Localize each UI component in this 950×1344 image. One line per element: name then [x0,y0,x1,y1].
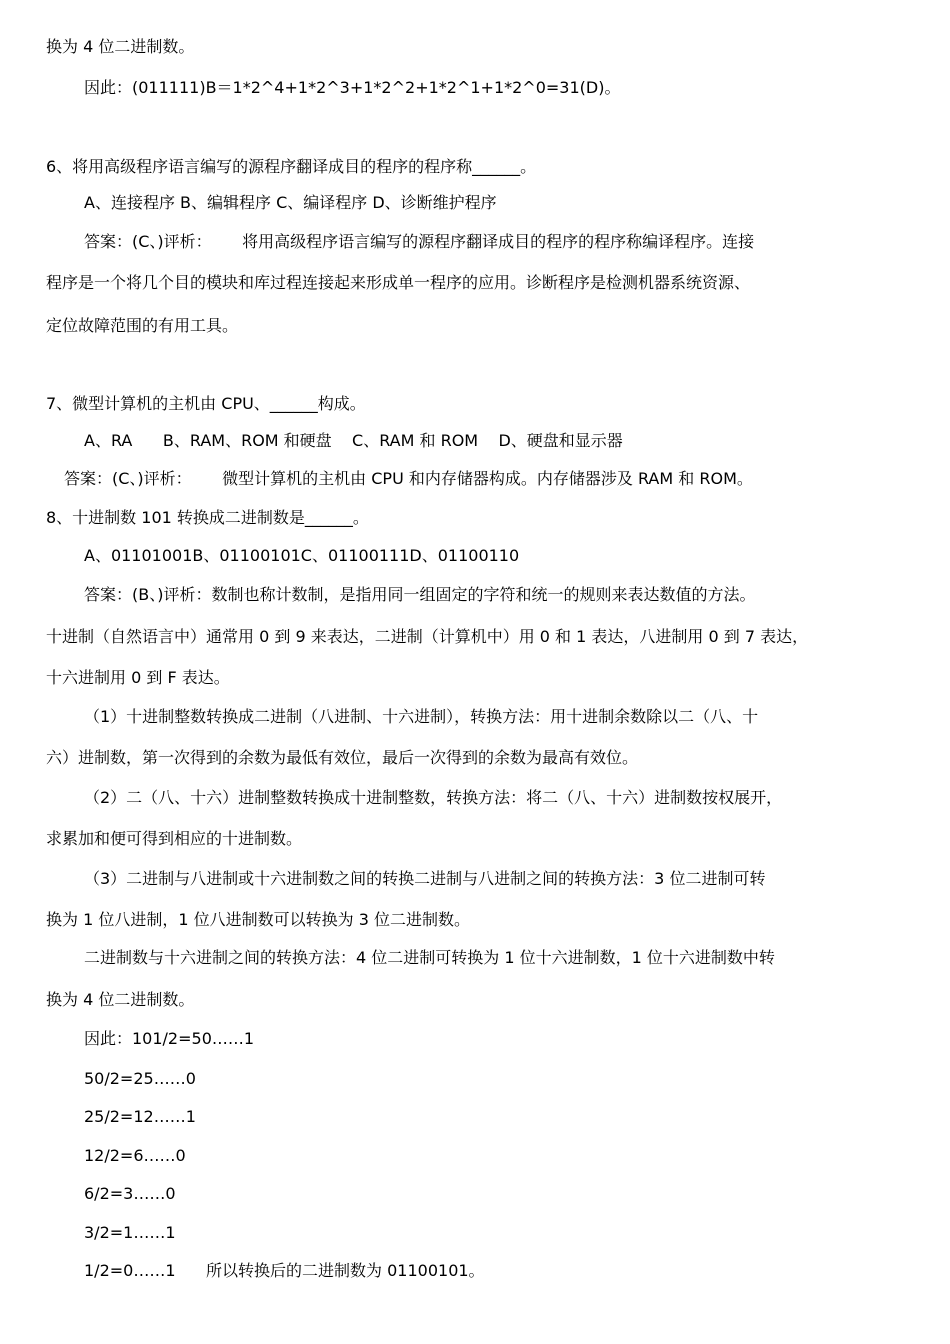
text-line: 求累加和便可得到相应的十进制数。 [46,829,303,848]
text-line: （1）十进制整数转换成二进制（八进制、十六进制），转换方法：用十进制余数除以二（八、十 [84,707,759,726]
question-6: 6、将用高级程序语言编写的源程序翻译成目的程序的程序称______。 [46,157,537,176]
text-line: 换为 1 位八进制，1 位八进制数可以转换为 3 位二进制数。 [46,910,470,929]
calc-line: 因此：101/2=50……1 [84,1029,255,1048]
text-line: 六）进制数，第一次得到的余数为最低有效位，最后一次得到的余数为最高有效位。 [46,748,639,767]
calc-line: 1/2=0……1 所以转换后的二进制数为 01100101。 [84,1261,485,1280]
calc-line: 3/2=1……1 [84,1223,176,1242]
question-7-answer: 答案：(C、)评析： 微型计算机的主机由 CPU 和内存储器构成。内存储器涉及 RAM 和 ROM。 [64,469,753,488]
text-line: 十六进制用 0 到 F 表达。 [46,668,230,687]
question-8: 8、十进制数 101 转换成二进制数是______。 [46,508,369,527]
question-8-answer: 答案：(B、)评析：数制也称计数制，是指用同一组固定的字符和统一的规则来表达数值的方法。 [84,585,756,604]
text-line: 十进制（自然语言中）通常用 0 到 9 来表达，二进制（计算机中）用 0 和 1 表达，八进制用 0 到 7 表达， [46,627,809,646]
question-7: 7、微型计算机的主机由 CPU、______构成。 [46,394,366,413]
text-line: （3）二进制与八进制或十六进制数之间的转换二进制与八进制之间的转换方法：3 位二进制可转 [84,869,766,888]
question-6-answer: 答案：(C、)评析： 将用高级程序语言编写的源程序翻译成目的程序的程序称编译程序。连接 [84,232,755,251]
question-6-options: A、连接程序 B、编辑程序 C、编译程序 D、诊断维护程序 [84,193,497,212]
calc-line: 25/2=12……1 [84,1107,196,1126]
calc-line: 12/2=6……0 [84,1146,186,1165]
calc-line: 50/2=25……0 [84,1069,196,1088]
calc-line: 6/2=3……0 [84,1184,176,1203]
text-line: 程序是一个将几个目的模块和库过程连接起来形成单一程序的应用。诊断程序是检测机器系统资源、 [46,273,751,292]
text-line: 换为 4 位二进制数。 [46,37,195,56]
text-line: （2）二（八、十六）进制整数转换成十进制整数，转换方法：将二（八、十六）进制数按权展开， [84,788,783,807]
question-8-options: A、01101001B、01100101C、01100111D、01100110 [84,546,520,565]
text-line: 定位故障范围的有用工具。 [46,316,239,335]
text-line: 因此：(011111)B＝1*2^4+1*2^3+1*2^2+1*2^1+1*2^0=31(D)。 [84,78,621,97]
text-line: 换为 4 位二进制数。 [46,990,195,1009]
text-line: 二进制数与十六进制之间的转换方法：4 位二进制可转换为 1 位十六进制数，1 位十六进制数中转 [84,948,775,967]
question-7-options: A、RA B、RAM、ROM 和硬盘 C、RAM 和 ROM D、硬盘和显示器 [84,431,623,450]
